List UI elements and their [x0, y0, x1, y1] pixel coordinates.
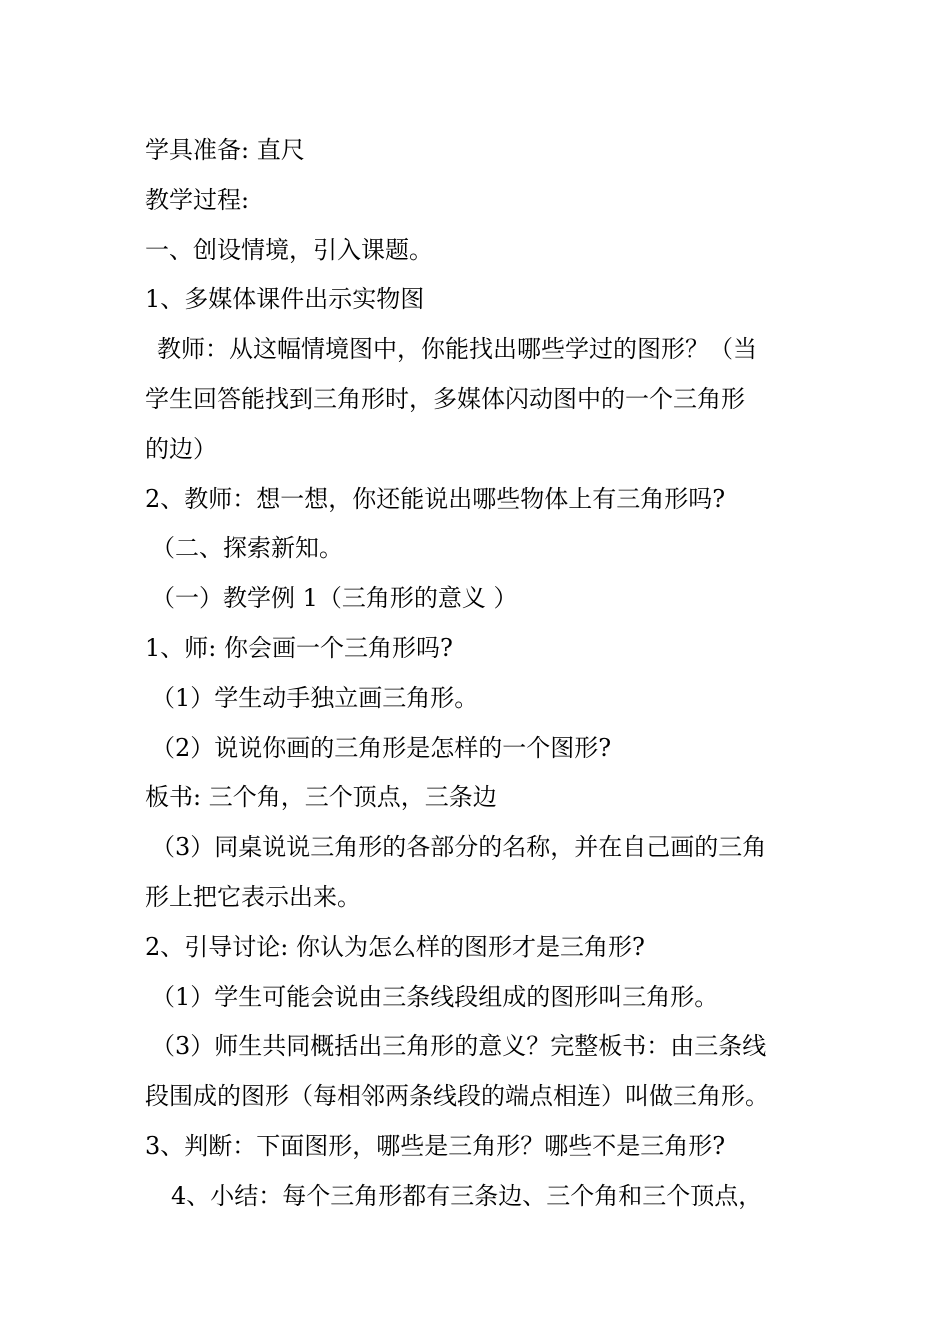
- text-line: （3）师生共同概括出三角形的意义？完整板书：由三条线: [151, 1032, 767, 1061]
- text-line: 板书: 三个角，三个顶点，三条边: [145, 783, 497, 812]
- text-line: 2、引导讨论: 你认为怎么样的图形才是三角形?: [145, 932, 645, 961]
- text-line: （二、探索新知。: [151, 534, 343, 563]
- text-line: 1、多媒体课件出示实物图: [145, 285, 425, 314]
- text-line: 4、小结：每个三角形都有三条边、三个角和三个顶点，: [171, 1181, 763, 1210]
- text-line: 学生回答能找到三角形时，多媒体闪动图中的一个三角形: [145, 384, 745, 413]
- text-line: （1）学生可能会说由三条线段组成的图形叫三角形。: [151, 982, 719, 1011]
- text-line: 教师：从这幅情境图中，你能找出哪些学过的图形？（当: [157, 335, 757, 364]
- text-line: （2）说说你画的三角形是怎样的一个图形?: [151, 733, 612, 762]
- text-line: （1）学生动手独立画三角形。: [151, 683, 479, 712]
- text-line: （3）同桌说说三角形的各部分的名称，并在自己画的三角: [151, 833, 767, 862]
- text-line: 一、创设情境，引入课题。: [145, 235, 433, 264]
- text-line: 3、判断：下面图形，哪些是三角形？哪些不是三角形?: [145, 1131, 726, 1160]
- text-line: 1、师: 你会画一个三角形吗?: [145, 633, 453, 662]
- text-line: （一）教学例 1（三角形的意义 ）: [151, 584, 518, 613]
- text-line: 学具准备: 直尺: [145, 136, 305, 164]
- text-line: 的边）: [145, 434, 217, 463]
- text-line: 形上把它表示出来。: [145, 882, 361, 911]
- text-line: 段围成的图形（每相邻两条线段的端点相连）叫做三角形。: [145, 1082, 769, 1111]
- text-line: 教学过程:: [145, 185, 250, 214]
- document-body: [145, 126, 810, 1222]
- text-line: 2、教师：想一想，你还能说出哪些物体上有三角形吗?: [145, 484, 726, 513]
